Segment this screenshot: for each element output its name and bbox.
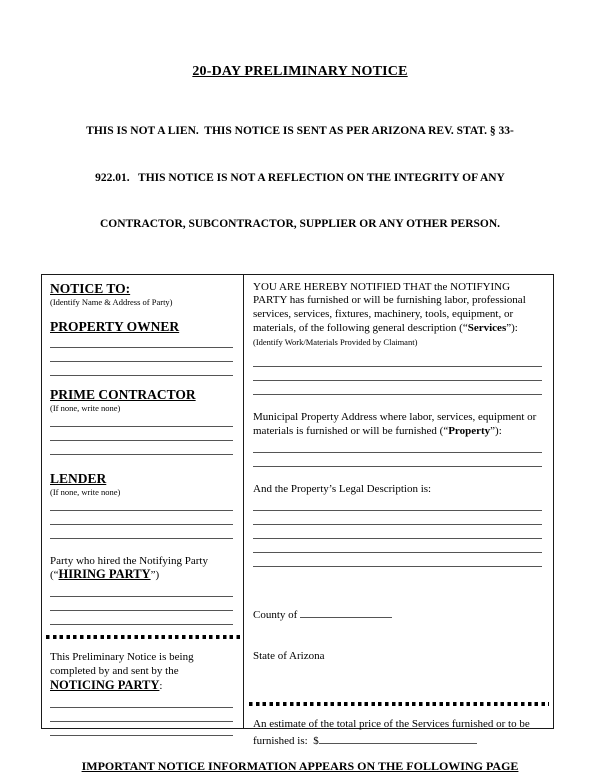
write-in-line xyxy=(253,539,542,553)
hiring-party-lines xyxy=(50,583,236,625)
noticing-party-prefix: This Preliminary Notice is being completed by and sent by the xyxy=(50,650,197,677)
county-line xyxy=(253,606,545,623)
notice-to-column xyxy=(42,275,244,728)
municipal-suffix: ”): xyxy=(490,425,502,438)
dotted-separator xyxy=(46,635,240,639)
municipal-prefix: Municipal Property Address where labor, services, equipment or materials is furnished or will be furnished (“ xyxy=(253,411,540,438)
write-in-line xyxy=(50,611,233,625)
document-title: 20-DAY PRELIMINARY NOTICE xyxy=(192,64,408,79)
write-in-line xyxy=(50,722,233,736)
write-in-line xyxy=(253,381,542,395)
property-term: Property xyxy=(448,425,491,438)
hiring-party-label xyxy=(50,555,236,584)
municipal-paragraph xyxy=(253,411,545,439)
write-in-line xyxy=(50,511,233,525)
hiring-party-suffix: ”) xyxy=(150,569,160,582)
write-in-line xyxy=(253,367,542,381)
write-in-line xyxy=(253,497,542,511)
prime-contractor-heading: PRIME CONTRACTOR xyxy=(50,386,196,402)
warning-line-1: THIS IS NOT A LIEN. THIS NOTICE IS SENT AS PER ARIZONA REV. STAT. § 33- xyxy=(86,125,514,137)
warning-paragraph xyxy=(0,93,600,264)
property-owner-lines xyxy=(50,334,236,376)
hiring-party-heading: HIRING PARTY xyxy=(58,567,151,582)
property-owner-heading: PROPERTY OWNER xyxy=(50,318,180,334)
write-in-line xyxy=(50,597,233,611)
write-in-line xyxy=(50,413,233,427)
write-in-line xyxy=(50,427,233,441)
write-in-line xyxy=(253,453,542,467)
estimate-write-in xyxy=(319,732,477,744)
notified-subtext: (Identify Work/Materials Provided by Claimant) xyxy=(253,337,418,348)
lender-heading: LENDER xyxy=(50,470,107,486)
notice-body-column xyxy=(244,275,553,747)
write-in-line xyxy=(253,511,542,525)
prime-contractor-lines xyxy=(50,413,236,455)
write-in-line xyxy=(50,497,233,511)
write-in-line xyxy=(253,553,542,567)
notified-paragraph xyxy=(253,281,545,337)
noticing-party-suffix: : xyxy=(159,679,163,692)
write-in-line xyxy=(50,525,233,539)
legal-description-lines xyxy=(253,497,545,567)
footer-notice: IMPORTANT NOTICE INFORMATION APPEARS ON THE FOLLOWING PAGE xyxy=(81,758,519,773)
write-in-line xyxy=(50,362,233,376)
county-label: County of xyxy=(253,608,301,621)
county-write-in xyxy=(300,606,392,618)
hiring-party-prefix: Party who hired the Notifying Party (“ xyxy=(50,554,211,582)
write-in-line xyxy=(50,583,233,597)
prime-contractor-subtext: (If none, write none) xyxy=(50,402,121,413)
property-address-lines xyxy=(253,439,545,467)
write-in-line xyxy=(50,708,233,722)
notified-prefix: YOU ARE HEREBY NOTIFIED THAT the NOTIFYING PARTY has furnished or will be furnishing labor, professional services, services, fixtures, machinery, tools, equipment, or materials, of the following general description (“ xyxy=(253,280,529,335)
notice-to-subtext: (Identify Name & Address of Party) xyxy=(50,296,173,307)
estimate-label: An estimate of the total price of the Services furnished or to be furnished is: $ xyxy=(253,717,533,747)
dotted-separator xyxy=(249,702,549,706)
notice-to-heading: NOTICE TO: xyxy=(50,280,131,296)
legal-description-label: And the Property’s Legal Description is: xyxy=(253,482,432,495)
write-in-line xyxy=(50,348,233,362)
services-lines xyxy=(253,353,545,395)
warning-line-3: CONTRACTOR, SUBCONTRACTOR, SUPPLIER OR ANY OTHER PERSON. xyxy=(99,218,501,230)
lender-subtext: (If none, write none) xyxy=(50,486,121,497)
noticing-party-label xyxy=(50,651,236,694)
noticing-party-heading: NOTICING PARTY xyxy=(50,677,160,692)
services-term: Services xyxy=(467,322,507,335)
state-label: State of Arizona xyxy=(253,650,325,663)
write-in-line xyxy=(253,439,542,453)
write-in-line xyxy=(253,525,542,539)
estimate-paragraph xyxy=(253,718,545,749)
notified-suffix: ”): xyxy=(506,322,518,335)
write-in-line xyxy=(50,694,233,708)
noticing-party-lines xyxy=(50,694,236,736)
lender-lines xyxy=(50,497,236,539)
write-in-line xyxy=(50,441,233,455)
write-in-line xyxy=(50,334,233,348)
county-state-block xyxy=(253,578,545,692)
warning-line-2: 922.01. THIS NOTICE IS NOT A REFLECTION ON THE INTEGRITY OF ANY xyxy=(95,171,505,184)
write-in-line xyxy=(253,353,542,367)
notice-form-table xyxy=(41,274,554,747)
